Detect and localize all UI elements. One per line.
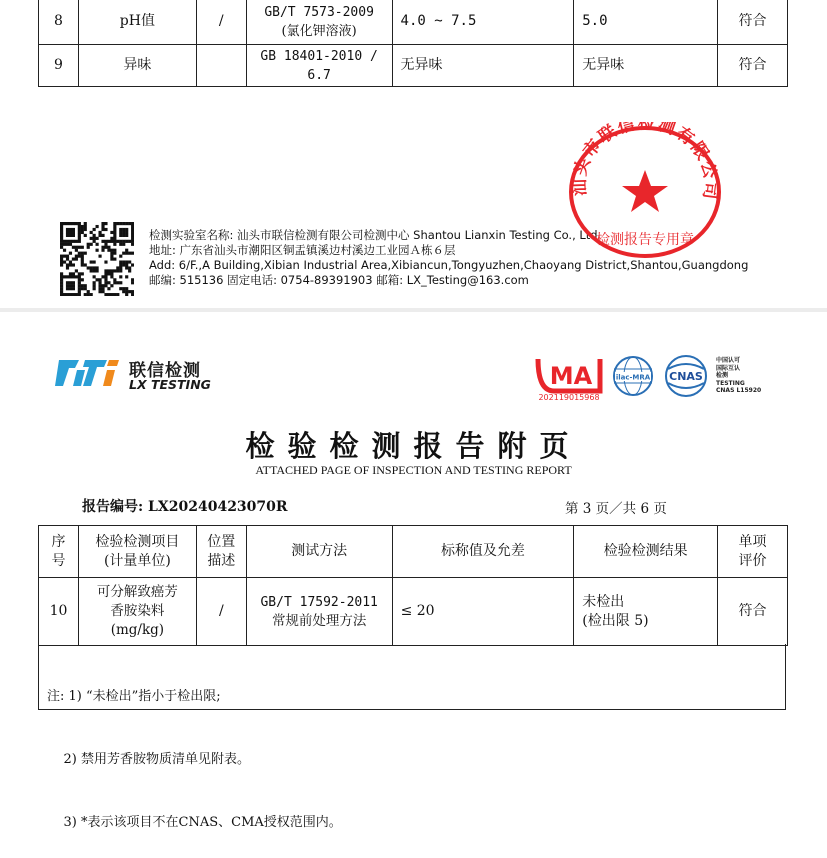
header-line: 评价 — [738, 552, 767, 569]
svg-text:汕头市联信检测有限公司: 汕头市联信检测有限公司 — [569, 122, 721, 203]
item-line: (mg/kg) — [110, 622, 165, 638]
header-desc — [196, 526, 246, 578]
footer-lab-name: 检测实验室名称: 汕头市联信检测有限公司检测中心 Shantou Lianxin Testing Co., Ltd — [149, 228, 598, 242]
company-seal — [568, 122, 722, 258]
star-icon — [622, 170, 668, 212]
row-item — [78, 578, 196, 646]
lx-logo-cn: 联信检测 — [129, 361, 201, 381]
page-indicator: 第 3 页／共 6 页 — [565, 501, 667, 517]
header-method: 测试方法 — [246, 526, 392, 578]
svg-text:检测报告专用章: 检测报告专用章 — [596, 232, 694, 248]
cma-icon — [534, 355, 604, 395]
table-row — [39, 45, 788, 87]
method-line: GB/T 17592-2011 — [260, 594, 378, 610]
row-item: 异味 — [78, 45, 196, 87]
header-line: (计量单位) — [103, 552, 171, 569]
note-line: 2) 禁用芳香胺物质清单见附表。 — [47, 752, 251, 767]
top-table — [38, 0, 788, 87]
footer-contact: 邮编: 515136 固定电话: 0754-89391903 邮箱: LX_Testing@163.com — [149, 273, 529, 287]
row-verdict: 符合 — [718, 578, 788, 646]
cma-number: 202119015968 — [538, 393, 600, 402]
lx-logo-en: LX TESTING — [129, 377, 211, 392]
report-number: 报告编号: LX20240423070R — [82, 499, 288, 515]
row-standard: 4.0 ~ 7.5 — [392, 0, 574, 45]
row-method — [246, 578, 392, 646]
main-table — [38, 525, 788, 646]
row-no: 8 — [39, 0, 79, 45]
cma-mark — [534, 355, 604, 403]
item-line: 可分解致癌芳 — [96, 584, 178, 600]
header-line: 单项 — [738, 533, 767, 550]
row-item: pH值 — [78, 0, 196, 45]
header-item — [78, 526, 196, 578]
row-method — [246, 0, 392, 45]
row-result — [574, 578, 718, 646]
qr-code-icon — [60, 222, 134, 296]
cnas-side-line: CNAS L15920 — [716, 387, 762, 394]
method-line: (氯化钾溶液) — [281, 23, 357, 39]
ilac-mra-mark — [612, 355, 654, 397]
page-subtitle: ATTACHED PAGE OF INSPECTION AND TESTING REPORT — [255, 463, 572, 477]
table-row — [39, 578, 788, 646]
cnas-mark — [660, 355, 712, 397]
footer-address-en: Add: 6/F.,A Building,Xibian Industrial Area,Xibiancun,Tongyuzhen,Chaoyang District,Shantou,Guangdong — [149, 258, 749, 272]
svg-text:ilac-MRA: ilac-MRA — [615, 373, 651, 382]
cnas-side-text — [716, 357, 761, 395]
header-line: 检验检测项目 — [95, 533, 180, 550]
row-verdict: 符合 — [718, 45, 788, 87]
header-line: 描述 — [207, 552, 236, 569]
row-result: 5.0 — [574, 0, 718, 45]
result-line: 未检出 — [582, 593, 625, 610]
note-line: 3) *表示该项目不在CNAS、CMA授权范围内。 — [47, 815, 342, 830]
header-line: 位置 — [207, 533, 236, 550]
row-no: 10 — [39, 578, 79, 646]
method-line: 6.7 — [307, 67, 331, 83]
method-line: GB 18401-2010 / — [260, 48, 378, 64]
svg-text:CNAS: CNAS — [669, 370, 703, 383]
header-standard: 标称值及允差 — [392, 526, 574, 578]
page-title: 检验检测报告附页 — [245, 429, 582, 463]
item-line: 香胺染料 — [110, 603, 165, 619]
cnas-side-line: 国际互认 — [716, 364, 741, 372]
row-no: 9 — [39, 45, 79, 87]
row-method — [246, 45, 392, 87]
row-desc: / — [196, 0, 246, 45]
page-separator — [0, 308, 827, 312]
cnas-side-line: 检测 — [716, 372, 729, 379]
method-line: 常规前处理方法 — [271, 612, 367, 629]
table-header-row — [39, 526, 788, 578]
row-result: 无异味 — [574, 45, 718, 87]
row-standard: 无异味 — [392, 45, 574, 87]
footer-address-cn: 地址: 广东省汕头市潮阳区铜盂镇溪边村溪边工业园Ａ栋６层 — [149, 243, 456, 257]
row-verdict: 符合 — [718, 0, 788, 45]
row-standard: ≤ 20 — [392, 578, 574, 646]
header-result: 检验检测结果 — [574, 526, 718, 578]
header-line: 序 — [51, 533, 66, 550]
svg-text:MA: MA — [549, 362, 593, 390]
header-verdict — [718, 526, 788, 578]
header-no — [39, 526, 79, 578]
method-line: GB/T 7573-2009 — [264, 4, 374, 20]
row-desc — [196, 45, 246, 87]
notes-box — [38, 644, 786, 830]
cnas-side-line: 中国认可 — [716, 357, 741, 364]
lx-logo-icon — [55, 356, 125, 390]
row-desc: / — [196, 578, 246, 646]
cnas-side-line: TESTING — [716, 379, 745, 387]
result-line: (检出限 5) — [582, 612, 649, 629]
lx-logo — [55, 356, 225, 394]
note-line: 注: 1) “未检出”指小于检出限; — [47, 689, 221, 704]
header-line: 号 — [51, 552, 66, 569]
cnas-icon — [660, 355, 712, 397]
ilac-globe-icon — [612, 355, 654, 397]
table-row — [39, 0, 788, 45]
